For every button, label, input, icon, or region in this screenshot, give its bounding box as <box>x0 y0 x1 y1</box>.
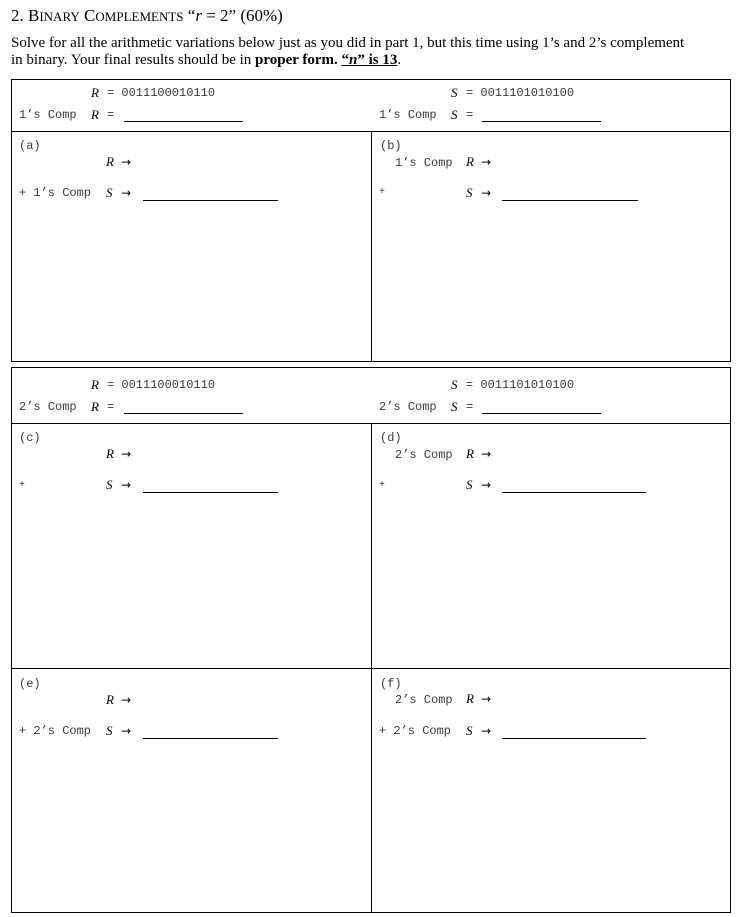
part-f-s-var: S <box>466 723 473 738</box>
part-c-s-var: S <box>106 477 113 492</box>
part-f-answer-field[interactable] <box>502 738 646 739</box>
section2-comp-r-var: R <box>91 399 99 414</box>
section2-comp-r-label: 2’s Comp <box>19 400 77 414</box>
instructions-line2: in binary. Your final results should be in proper form. “n” is 13. <box>11 52 402 68</box>
section2-s-value: = 0011101010100 <box>466 378 575 392</box>
arrow-icon: → <box>121 724 132 738</box>
part-a-r-var: R <box>106 154 114 169</box>
arrow-icon: → <box>481 478 492 492</box>
part-b-label: (b) <box>380 139 402 153</box>
part-d-answer-field[interactable] <box>502 492 646 493</box>
part-b-row2-prefix: + <box>379 187 386 198</box>
arrow-icon: → <box>121 186 132 200</box>
arrow-icon: → <box>481 692 492 706</box>
instructions <box>11 35 737 69</box>
section1-s-var: S <box>451 85 458 100</box>
section2-column-divider <box>371 423 372 913</box>
part-c-row2-prefix: + <box>19 480 26 491</box>
section2-comp-s-answer-field[interactable] <box>482 413 601 414</box>
arrow-icon: → <box>121 693 132 707</box>
part-d-row1-prefix: 2’s Comp <box>395 448 453 462</box>
part-a-row2-prefix: + 1’s Comp <box>19 186 92 200</box>
arrow-icon: → <box>481 155 492 169</box>
section1-comp-s-label: 1’s Comp <box>379 108 437 122</box>
section2-comp-s-var: S <box>451 399 458 414</box>
section1-s-value: = 0011101010100 <box>466 86 575 100</box>
part-e-answer-field[interactable] <box>143 738 278 739</box>
part-f-row2-prefix: + 2’s Comp <box>379 724 452 738</box>
section1-r-var: R <box>91 85 99 100</box>
part-a-label: (a) <box>19 139 41 153</box>
part-a-answer-field[interactable] <box>143 200 278 201</box>
part-d-label: (d) <box>380 431 402 445</box>
part-e-label: (e) <box>19 677 41 691</box>
part-b-s-var: S <box>466 185 473 200</box>
section1-comp-s-var: S <box>451 107 458 122</box>
section1-column-divider <box>371 131 372 362</box>
section1-comp-r-var: R <box>91 107 99 122</box>
part-f-row1-prefix: 2’s Comp <box>395 693 453 707</box>
section2-comp-r-answer-field[interactable] <box>124 413 243 414</box>
part-d-s-var: S <box>466 477 473 492</box>
part-e-s-var: S <box>106 723 113 738</box>
part-f-label: (f) <box>380 677 402 691</box>
arrow-icon: → <box>121 447 132 461</box>
arrow-icon: → <box>121 155 132 169</box>
instructions-line1: Solve for all the arithmetic variations below just as you did in part 1, but this time using 1’s and 2’s complement <box>11 35 685 51</box>
section2-r-value: = 0011100010110 <box>107 378 216 392</box>
part-a-s-var: S <box>106 185 113 200</box>
arrow-icon: → <box>121 478 132 492</box>
part-c-r-var: R <box>106 446 114 461</box>
part-e-row2-prefix: + 2’s Comp <box>19 724 92 738</box>
section1-r-value: = 0011100010110 <box>107 86 216 100</box>
section1-comp-r-answer-field[interactable] <box>124 121 243 122</box>
arrow-icon: → <box>481 724 492 738</box>
part-d-r-var: R <box>466 446 474 461</box>
part-b-r-var: R <box>466 154 474 169</box>
part-b-row1-prefix: 1’s Comp <box>395 156 453 170</box>
part-b-answer-field[interactable] <box>502 200 638 201</box>
part-f-r-var: R <box>466 691 474 706</box>
arrow-icon: → <box>481 186 492 200</box>
section2-s-var: S <box>451 377 458 392</box>
part-c-label: (c) <box>19 431 41 445</box>
part-c-answer-field[interactable] <box>143 492 278 493</box>
section2-r-var: R <box>91 377 99 392</box>
arrow-icon: → <box>481 447 492 461</box>
part-e-r-var: R <box>106 692 114 707</box>
part-d-row2-prefix: + <box>379 480 386 491</box>
section2-comp-s-label: 2’s Comp <box>379 400 437 414</box>
section1-comp-s-answer-field[interactable] <box>482 121 601 122</box>
section1-comp-r-label: 1’s Comp <box>19 108 77 122</box>
section-title: 2. BINARY COMPLEMENTS “r = 2” (60%) <box>11 6 283 25</box>
